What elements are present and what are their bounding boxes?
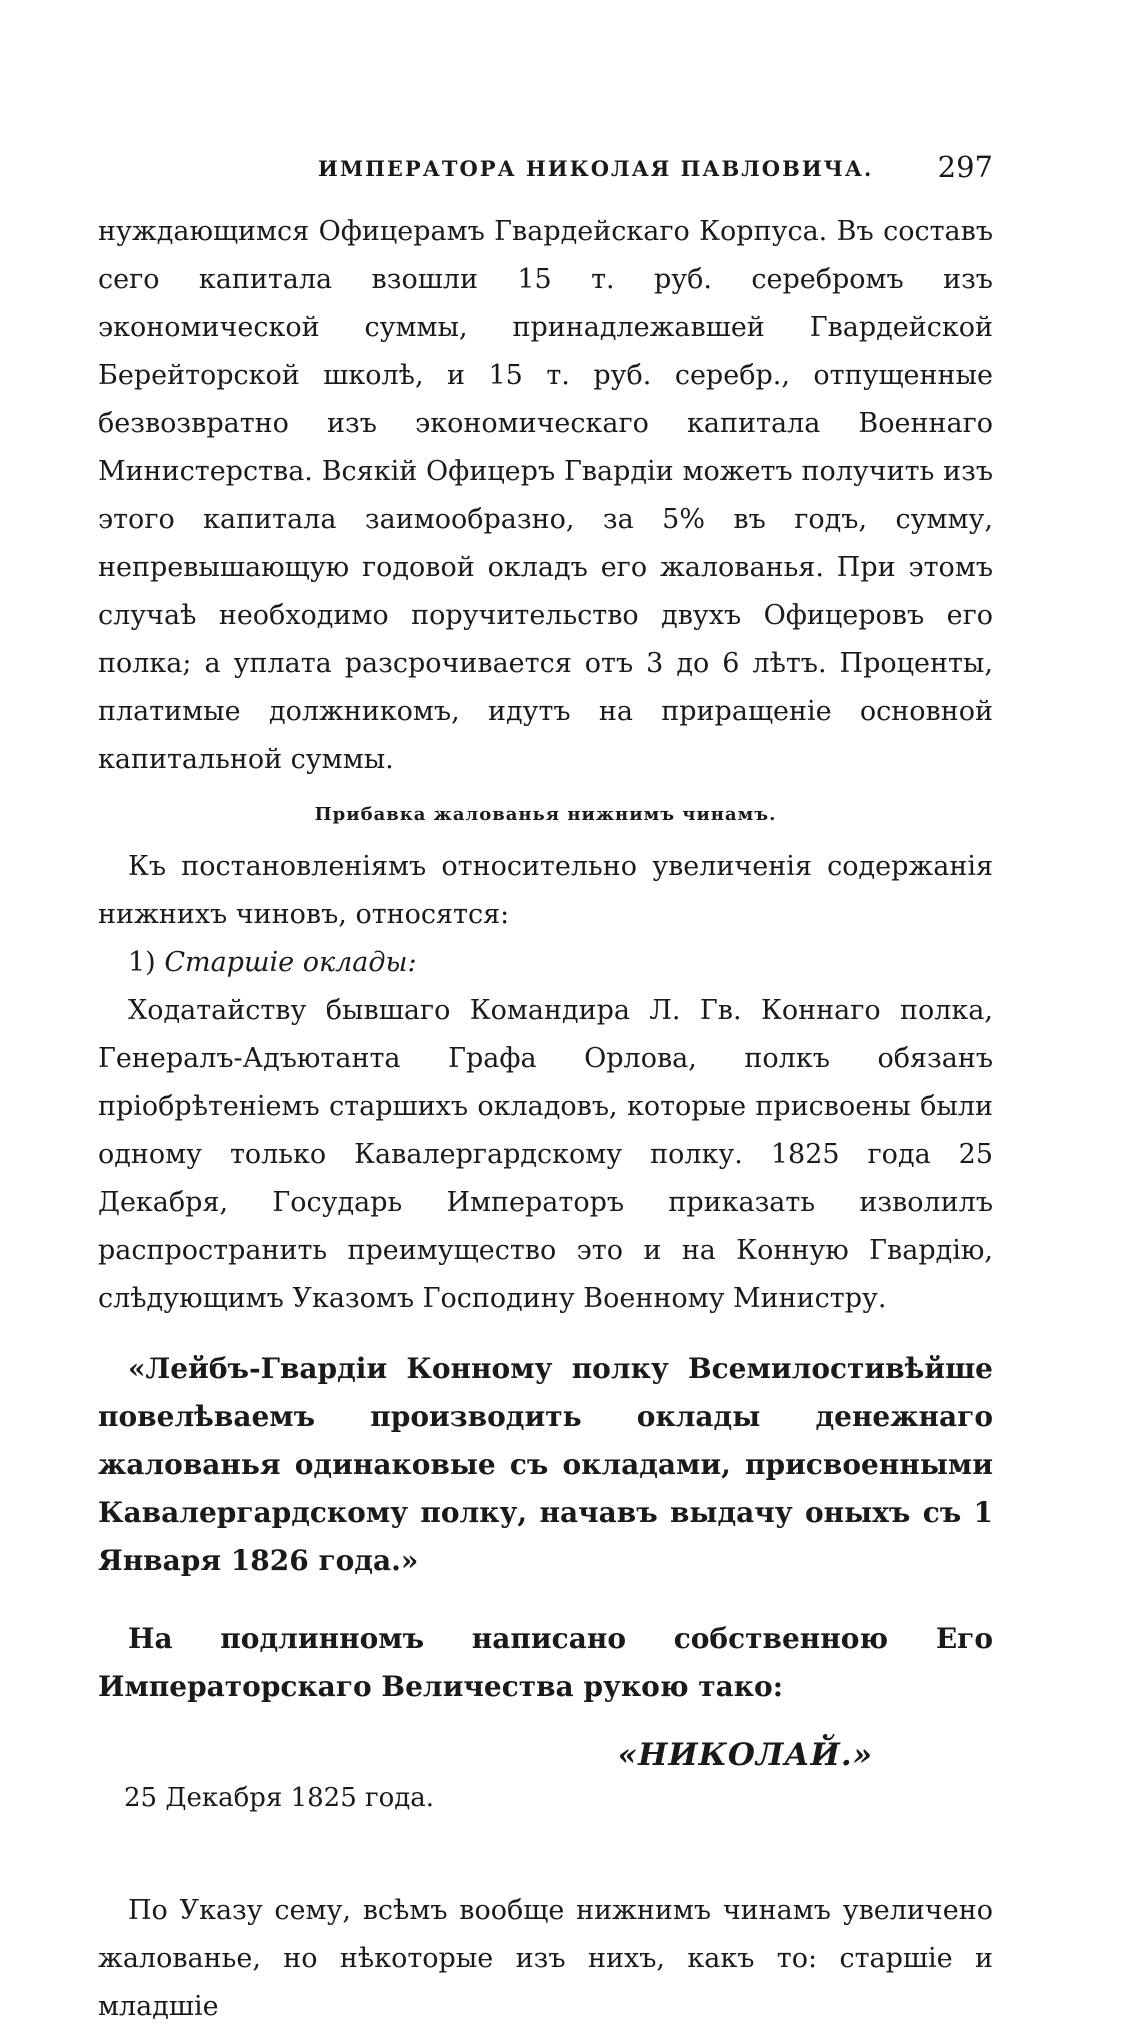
book-page	[98, 150, 993, 2031]
signature-block	[98, 1731, 993, 1841]
original-note: На подлинномъ написано собственною Его Императорскаго Величества рукою тако:	[98, 1622, 993, 1703]
paragraph-capital-fund: нуждающимся Офицерамъ Гвардейскаго Корпуса. Въ составъ сего капитала взошли 15 т. руб. серебромъ изъ экономической суммы, принадлежавшей Гвардейской Берейторской школѣ, и 15 т. руб. серебр., отпущенные безвозвратно изъ экономическаго капитала Военнаго Министерства. Всякій Офицеръ Гвардіи можетъ получить изъ этого капитала заимообразно, за 5% въ годъ, сумму, непревышающую годовой окладъ его жалованья. При этомъ случаѣ необходимо поручительство двухъ Офицеровъ его полка; а уплата разсрочивается отъ 3 до 6 лѣтъ. Проценты, платимые должникомъ, идутъ на приращеніе основной капитальной суммы.	[98, 216, 993, 775]
paragraph-petition: Ходатайству бывшаго Командира Л. Гв. Коннаго полка, Генералъ-Адъютанта Графа Орлова, полкъ обязанъ пріобрѣтеніемъ старшихъ окладовъ, которые присвоены были одному только Кавалергардскому полку. 1825 года 25 Декабря, Государь Императоръ приказать изволилъ распространить преимущество это и на Конную Гвардію, слѣдующимъ Указомъ Господину Военному Министру.	[98, 995, 993, 1314]
section-subheading: Прибавка жалованья нижнимъ чинамъ.	[314, 804, 777, 825]
list-item-senior-salaries	[98, 939, 993, 987]
list-item-label: Старшіе оклады:	[164, 947, 417, 978]
running-head	[98, 150, 993, 186]
decree-date: 25 Декабря 1825 года.	[124, 1783, 435, 1813]
decree-text: «Лейбъ-Гвардіи Конному полку Всемилостивѣйше повелѣваемъ производить оклады денежнаго жалованья одинаковые съ окладами, присвоенными Кавалергардскому полку, начавъ выдачу оныхъ съ 1 Января 1826 года.»	[98, 1352, 993, 1577]
imperial-signature: «НИКОЛАЙ.»	[617, 1737, 873, 1773]
running-title: ИМПЕРАТОРА НИКОЛАЯ ПАВЛОВИЧА.	[318, 156, 874, 181]
page-number: 297	[937, 150, 993, 184]
paragraph-regulations-intro: Къ постановленіямъ относительно увеличенія содержанія нижнихъ чиновъ, относятся:	[98, 851, 993, 930]
list-item-number: 1)	[128, 947, 156, 978]
paragraph-closing: По Указу сему, всѣмъ вообще нижнимъ чинамъ увеличено жалованье, но нѣкоторые изъ нихъ, какъ то: старшіе и младшіе	[98, 1895, 993, 2022]
body-text	[98, 208, 993, 2031]
